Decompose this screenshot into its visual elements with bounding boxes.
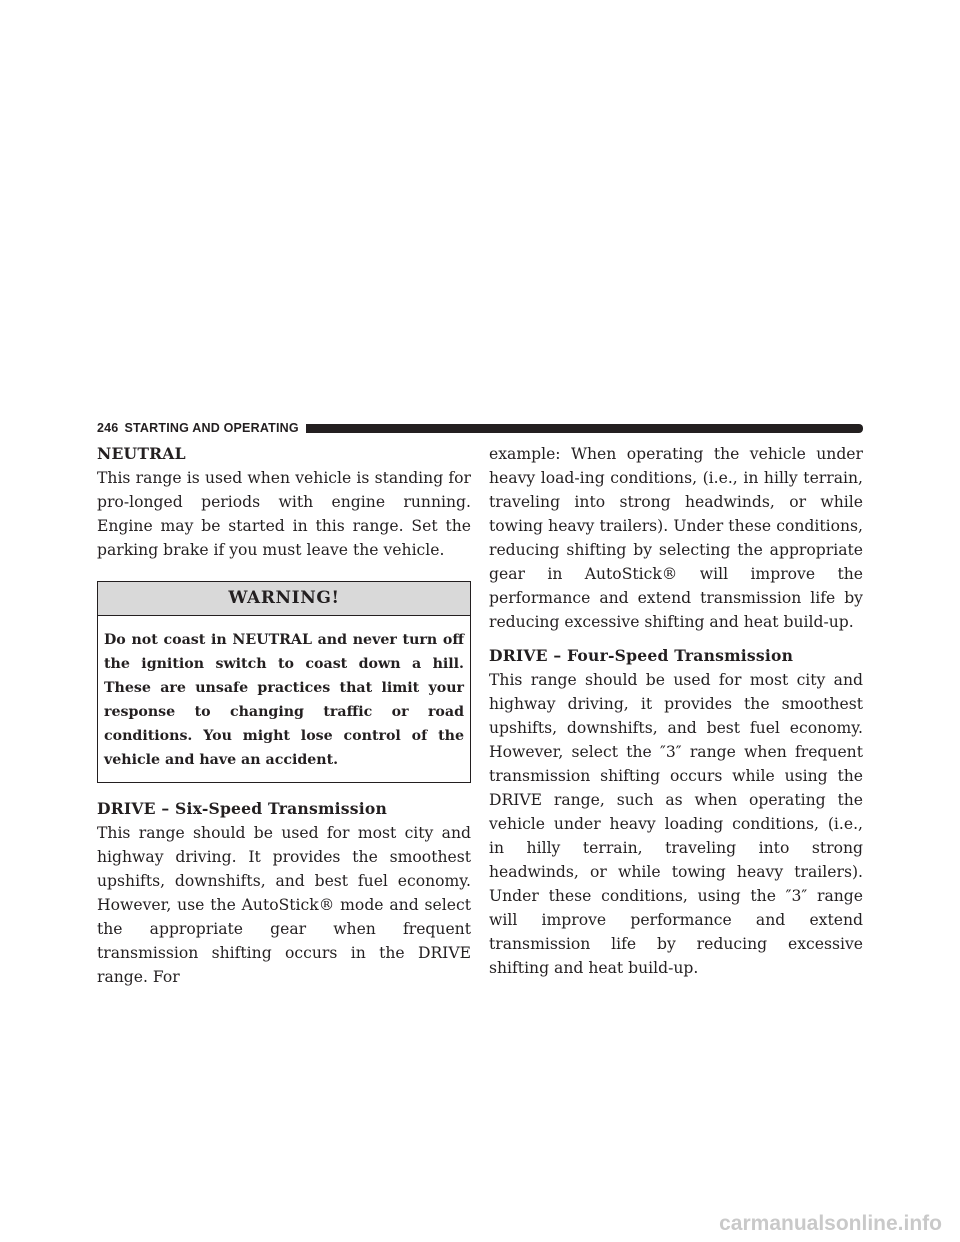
warning-box xyxy=(97,581,471,783)
warning-title: WARNING! xyxy=(98,582,470,616)
spacer xyxy=(489,634,863,644)
drive-six-speed-continued: example: When operating the vehicle under heavy load-ing conditions, (i.e., in hilly terrain, traveling into strong headwinds, or while towing heavy trailers). Under these conditions, reducing shifting by selecting the appropriate gear in AutoStick® will improve the performance and extend transmission life by reducing excessive shifting and heat build-up. xyxy=(489,445,863,631)
header-rule xyxy=(306,424,863,433)
drive-four-speed-heading: DRIVE – Four-Speed Transmission xyxy=(489,646,794,665)
page-number: 246 xyxy=(97,421,119,435)
drive-six-speed-heading: DRIVE – Six-Speed Transmission xyxy=(97,799,387,818)
section-title: STARTING AND OPERATING xyxy=(124,421,299,435)
neutral-paragraph: This range is used when vehicle is standing for pro-longed periods with engine running. Engine may be started in this range. Set the parking brake if you must leave the vehicle. xyxy=(97,469,471,559)
left-column xyxy=(97,442,471,989)
drive-six-speed-paragraph: This range should be used for most city and highway driving. It provides the smoothest upshifts, downshifts, and best fuel economy. However, use the AutoStick® mode and select the appropriate gear when frequent transmission shifting occurs in the DRIVE range. For xyxy=(97,824,471,986)
neutral-heading: NEUTRAL xyxy=(97,444,186,463)
right-column xyxy=(489,442,863,980)
watermark: carmanualsonline.info xyxy=(719,1212,942,1235)
drive-four-speed-paragraph: This range should be used for most city and highway driving, it provides the smoothest upshifts, downshifts, and best fuel economy. However, select the ″3″ range when frequent transmission shifting occurs while using the DRIVE range, such as when operating the vehicle under heavy loading conditions, (i.e., in hilly terrain, traveling into strong headwinds, or while towing heavy trailers). Under these conditions, using the ″3″ range will improve performance and extend transmission life by reducing excessive shifting and heat build-up. xyxy=(489,671,863,977)
page-header xyxy=(97,418,863,438)
warning-text: Do not coast in NEUTRAL and never turn off the ignition switch to coast down a hill. These are unsafe practices that limit your response to changing traffic or road conditions. You might lose control of the vehicle and have an accident. xyxy=(104,632,464,768)
